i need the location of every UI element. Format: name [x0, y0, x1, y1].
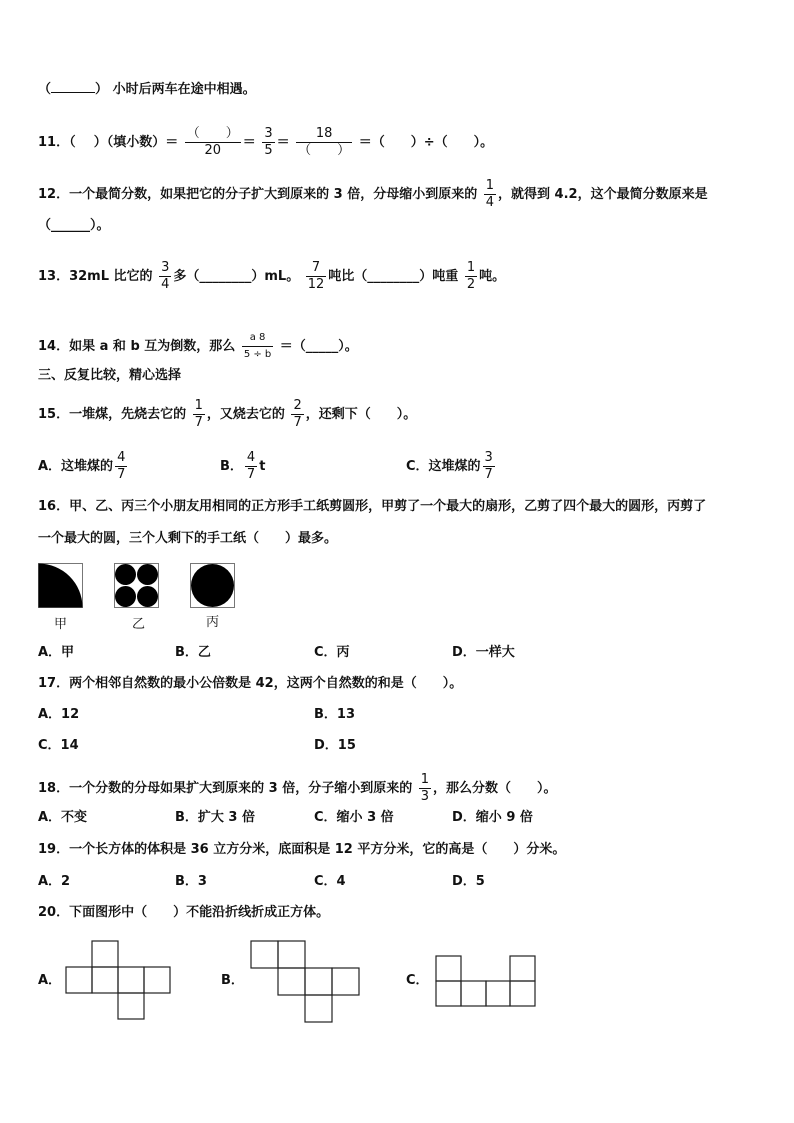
- option-c[interactable]: C．: [406, 973, 429, 988]
- option-b[interactable]: B．3: [175, 874, 207, 889]
- option-a[interactable]: A．: [38, 973, 62, 988]
- option-b[interactable]: B．扩大 3 倍: [175, 810, 256, 825]
- fraction: $\frac{a 8}{5 \div b}$: [243, 332, 272, 360]
- fraction: $\frac{3}{5}$: [264, 126, 273, 158]
- option-d[interactable]: D．15: [314, 738, 356, 753]
- option-c[interactable]: C．这堆煤的 $\frac{3}{7}$: [406, 450, 493, 482]
- option-a[interactable]: A．12: [38, 707, 80, 722]
- fraction: $\frac{1}{7}$: [194, 398, 203, 430]
- figure-bing: [190, 563, 238, 611]
- figure-label: 甲: [54, 617, 68, 632]
- cube-net-c: [435, 955, 537, 1007]
- option-b[interactable]: B． $\frac{4}{7}$ t: [220, 450, 266, 482]
- option-d[interactable]: D．5: [452, 874, 485, 889]
- question-12-line2: （______）。: [38, 218, 110, 233]
- question-16: 16．甲、乙、丙三个小朋友用相同的正方形手工纸剪圆形，甲剪了一个最大的扇形，乙剪了四个最大的圆形，丙剪了: [38, 499, 707, 514]
- fraction: $\frac{( )}{20}$: [186, 126, 239, 158]
- question-20: 20．下面图形中（ ）不能沿折线折成正方体。: [38, 905, 330, 920]
- option-a[interactable]: A．甲: [38, 645, 75, 660]
- option-a[interactable]: A．2: [38, 874, 71, 889]
- option-b[interactable]: B．13: [314, 707, 355, 722]
- fraction: $\frac{2}{7}$: [293, 398, 302, 430]
- option-b[interactable]: B．乙: [175, 645, 211, 660]
- option-d[interactable]: D．缩小 9 倍: [452, 810, 533, 825]
- option-d[interactable]: D．一样大: [452, 645, 515, 660]
- figure-jia: [38, 563, 86, 611]
- question-15: 15．一堆煤，先烧去它的 $\frac{1}{7}$ ，又烧去它的 $\frac{2}{7}$ ，还剩下（ ）。: [38, 398, 417, 430]
- fraction: $\frac{1}{3}$: [420, 772, 430, 804]
- question-16-line2: 一个最大的圆，三个人剩下的手工纸（ ）最多。: [38, 531, 338, 546]
- figure-yi: [114, 563, 162, 611]
- question-19: 19．一个长方体的体积是 36 立方分米，底面积是 12 平方分米，它的高是（ ）分米。: [38, 842, 566, 857]
- fraction: $\frac{7}{12}$: [307, 260, 325, 292]
- option-a[interactable]: A．这堆煤的 $\frac{4}{7}$: [38, 450, 126, 482]
- question-13: 13．32mL 比它的 $\frac{3}{4}$ 多（________）mL。 $\frac{7}{12}$ 吨比（________）吨重 $\frac{1}{2}$ 吨。: [38, 260, 506, 292]
- option-c[interactable]: C．丙: [314, 645, 350, 660]
- question-11: 11．（ ）（填小数）＝ $\frac{( )}{20}$ ＝ $\frac{3}{5}$ ＝ $\frac{18}{( )}$ ＝（ ）÷（ ）。: [38, 126, 494, 158]
- fraction: $\frac{3}{4}$: [161, 260, 170, 292]
- question-18: 18．一个分数的分母如果扩大到原来的 3 倍，分子缩小到原来的 $\frac{1}{3}$ ，那么分数（ ）。: [38, 772, 557, 804]
- option-c[interactable]: C．缩小 3 倍: [314, 810, 394, 825]
- option-a[interactable]: A．不变: [38, 810, 88, 825]
- question-17: 17．两个相邻自然数的最小公倍数是 42，这两个自然数的和是（ ）。: [38, 676, 463, 691]
- fraction: $\frac{1}{4}$: [485, 178, 495, 210]
- question-12: 12．一个最简分数，如果把它的分子扩大到原来的 3 倍，分母缩小到原来的 $\frac{1}{4}$ ，就得到 4.2，这个最简分数原来是: [38, 178, 708, 210]
- fraction: $\frac{18}{( )}$: [298, 126, 351, 158]
- cube-net-a: [65, 940, 175, 1022]
- figure-label: 丙: [206, 615, 220, 630]
- option-c[interactable]: C．4: [314, 874, 346, 889]
- option-c[interactable]: C．14: [38, 738, 79, 753]
- q10-tail: （ ） 小时后两车在途中相遇。: [38, 82, 256, 97]
- question-14: 14．如果 a 和 b 互为倒数，那么 $\frac{a 8}{5 \div b}$ ＝（_____）。: [38, 330, 358, 363]
- cube-net-b: [250, 940, 362, 1025]
- section-heading: 三、反复比较，精心选择: [38, 368, 182, 383]
- figure-label: 乙: [132, 617, 146, 632]
- fraction: $\frac{1}{2}$: [466, 260, 476, 292]
- option-b[interactable]: B．: [221, 973, 244, 988]
